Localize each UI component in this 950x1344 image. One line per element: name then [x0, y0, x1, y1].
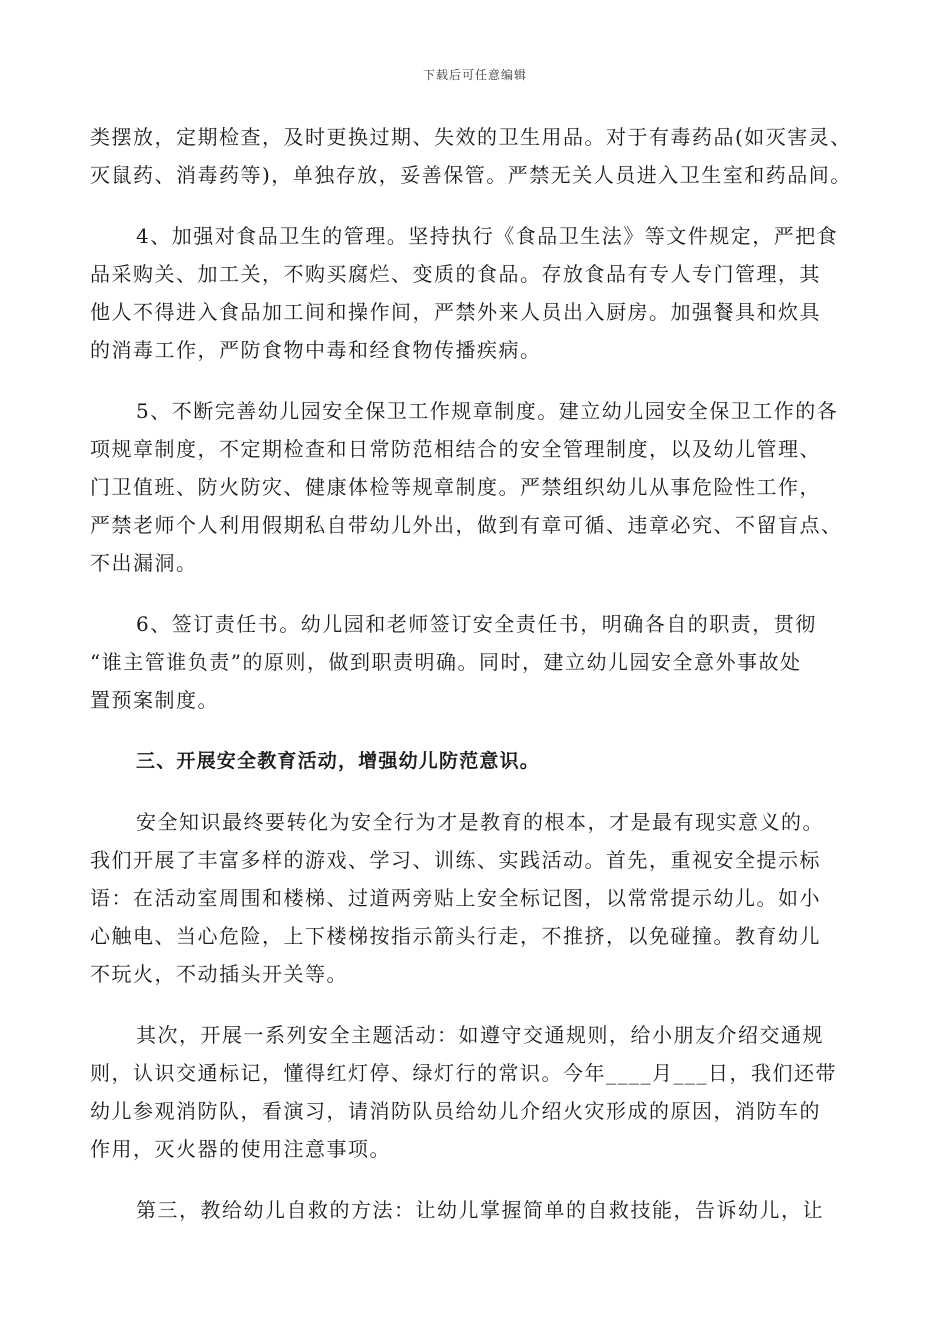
text-line: 其次，开展一系列安全主题活动：如遵守交通规则，给小朋友介绍交通规	[136, 1023, 824, 1047]
text-line: 灭鼠药、消毒药等)，单独存放，妥善保管。严禁无关人员进入卫生室和药品间。	[90, 163, 852, 187]
paragraph-security-rules	[90, 392, 860, 582]
text-line: 幼儿参观消防队，看演习，请消防队员给幼儿介绍火灾形成的原因，消防车的	[90, 1099, 821, 1123]
section-heading: 三、开展安全教育活动，增强幼儿防范意识。	[136, 750, 541, 772]
text-line: 语：在活动室周围和楼梯、过道两旁贴上安全标记图，以常常提示幼儿。如小	[90, 886, 821, 910]
paragraph-self-rescue	[90, 1191, 860, 1229]
text-line: 严禁老师个人利用假期私自带幼儿外出，做到有章可循、违章必究、不留盲点、	[90, 513, 843, 537]
text-line: 4、加强对食品卫生的管理。坚持执行《食品卫生法》等文件规定，严把食	[136, 224, 839, 248]
text-line: “谁主管谁负责”的原则，做到职责明确。同时，建立幼儿园安全意外事故处	[90, 650, 802, 674]
text-line: 的消毒工作，严防食物中毒和经食物传播疾病。	[90, 338, 542, 362]
paragraph-responsibility	[90, 605, 860, 719]
text-line: 置预案制度。	[90, 688, 219, 712]
text-line: 品采购关、加工关，不购买腐烂、变质的食品。存放食品有专人专门管理，其	[90, 262, 821, 286]
text-line: 6、签订责任书。幼儿园和老师签订安全责任书，明确各自的职责，贯彻	[136, 612, 817, 636]
text-line: 不出漏洞。	[90, 551, 198, 575]
text-line: 不玩火，不动插头开关等。	[90, 962, 348, 986]
paragraph-safety-education	[90, 803, 860, 993]
page-header: 下载后可任意编辑	[422, 68, 527, 82]
text-line: 门卫值班、防火防灾、健康体检等规章制度。严禁组织幼儿从事危险性工作，	[90, 475, 821, 499]
text-line: 作用，灭火器的使用注意事项。	[90, 1137, 391, 1161]
text-line: 他人不得进入食品加工间和操作间，严禁外来人员出入厨房。加强餐具和炊具	[90, 300, 821, 324]
document-body	[90, 118, 860, 1252]
text-line: 第三，教给幼儿自救的方法：让幼儿掌握简单的自救技能，告诉幼儿，让	[136, 1198, 824, 1222]
text-line: 则，认识交通标记，懂得红灯停、绿灯行的常识。今年____月___日，我们还带	[90, 1061, 837, 1085]
text-line: 5、不断完善幼儿园安全保卫工作规章制度。建立幼儿园安全保卫工作的各	[136, 399, 839, 423]
text-line: 项规章制度，不定期检查和日常防范相结合的安全管理制度，以及幼儿管理、	[90, 437, 821, 461]
text-line: 心触电、当心危险，上下楼梯按指示箭头行走，不推挤，以免碰撞。教育幼儿	[90, 924, 821, 948]
paragraph-continuation	[90, 118, 860, 194]
paragraph-food-hygiene	[90, 217, 860, 369]
text-line: 类摆放，定期检查，及时更换过期、失效的卫生用品。对于有毒药品(如灭害灵、	[90, 125, 852, 149]
paragraph-theme-activities	[90, 1016, 860, 1168]
text-line: 我们开展了丰富多样的游戏、学习、训练、实践活动。首先，重视安全提示标	[90, 848, 821, 872]
text-line: 安全知识最终要转化为安全行为才是教育的根本，才是最有现实意义的。	[136, 810, 824, 834]
